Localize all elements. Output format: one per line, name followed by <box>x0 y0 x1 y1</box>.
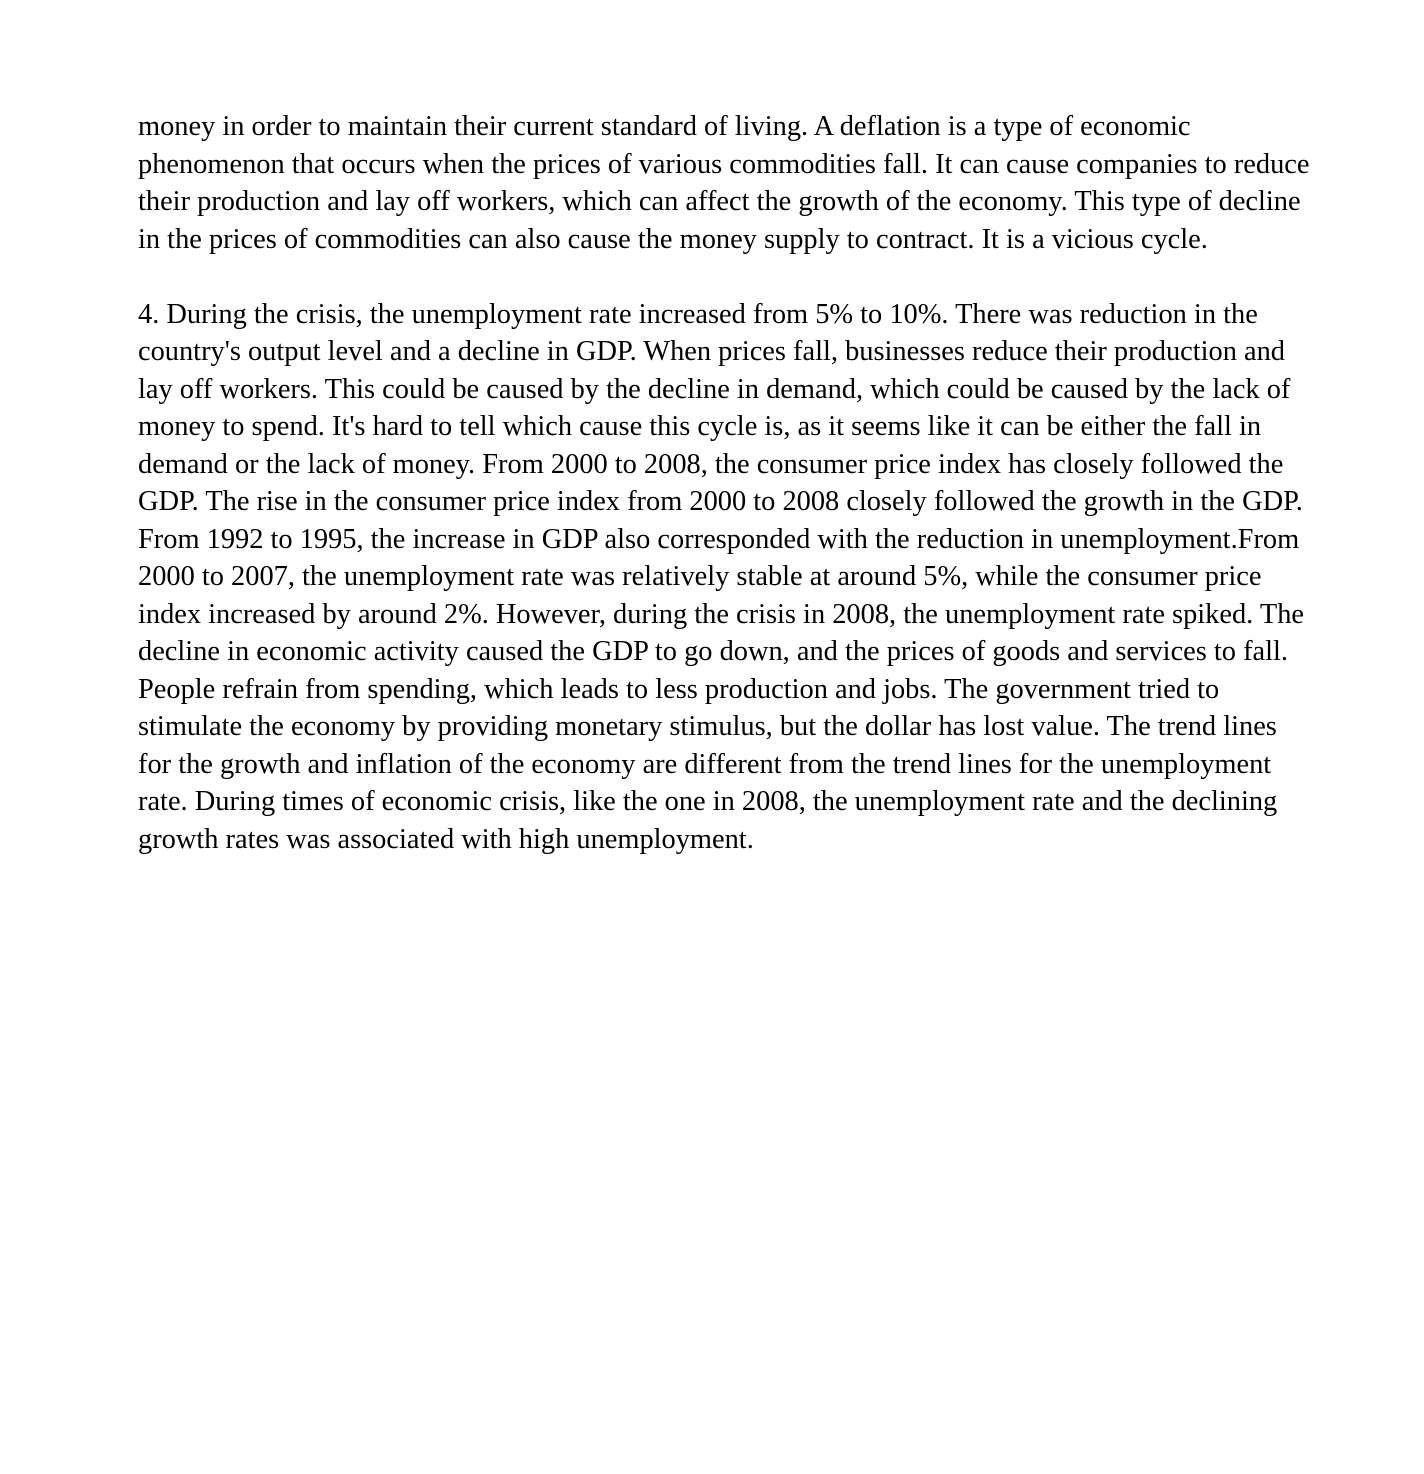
document-page <box>138 108 1310 896</box>
paragraph-deflation: money in order to maintain their current standard of living. A deflation is a type of economic phenomenon that occurs when the prices of various commodities fall. It can cause companies to reduce their production and lay off workers, which can affect the growth of the economy. This type of decline in the prices of commodities can also cause the money supply to contract. It is a vicious cycle. <box>138 111 1310 255</box>
paragraph-crisis-unemployment: 4. During the crisis, the unemployment rate increased from 5% to 10%. There was reduction in the country's output level and a decline in GDP. When prices fall, businesses reduce their production and lay off workers. This could be caused by the decline in demand, which could be caused by the lack of money to spend. It's hard to tell which cause this cycle is, as it seems like it can be either the fall in demand or the lack of money. From 2000 to 2008, the consumer price index has closely followed the GDP. The rise in the consumer price index from 2000 to 2008 closely followed the growth in the GDP. From 1992 to 1995, the increase in GDP also corresponded with the reduction in unemployment.From 2000 to 2007, the unemployment rate was relatively stable at around 5%, while the consumer price index increased by around 2%. However, during the crisis in 2008, the unemployment rate spiked. The decline in economic activity caused the GDP to go down, and the prices of goods and services to fall. People refrain from spending, which leads to less production and jobs. The government tried to stimulate the economy by providing monetary stimulus, but the dollar has lost value. The trend lines for the growth and inflation of the economy are different from the trend lines for the unemployment rate. During times of economic crisis, like the one in 2008, the unemployment rate and the declining growth rates was associated with high unemployment. <box>138 298 1304 855</box>
